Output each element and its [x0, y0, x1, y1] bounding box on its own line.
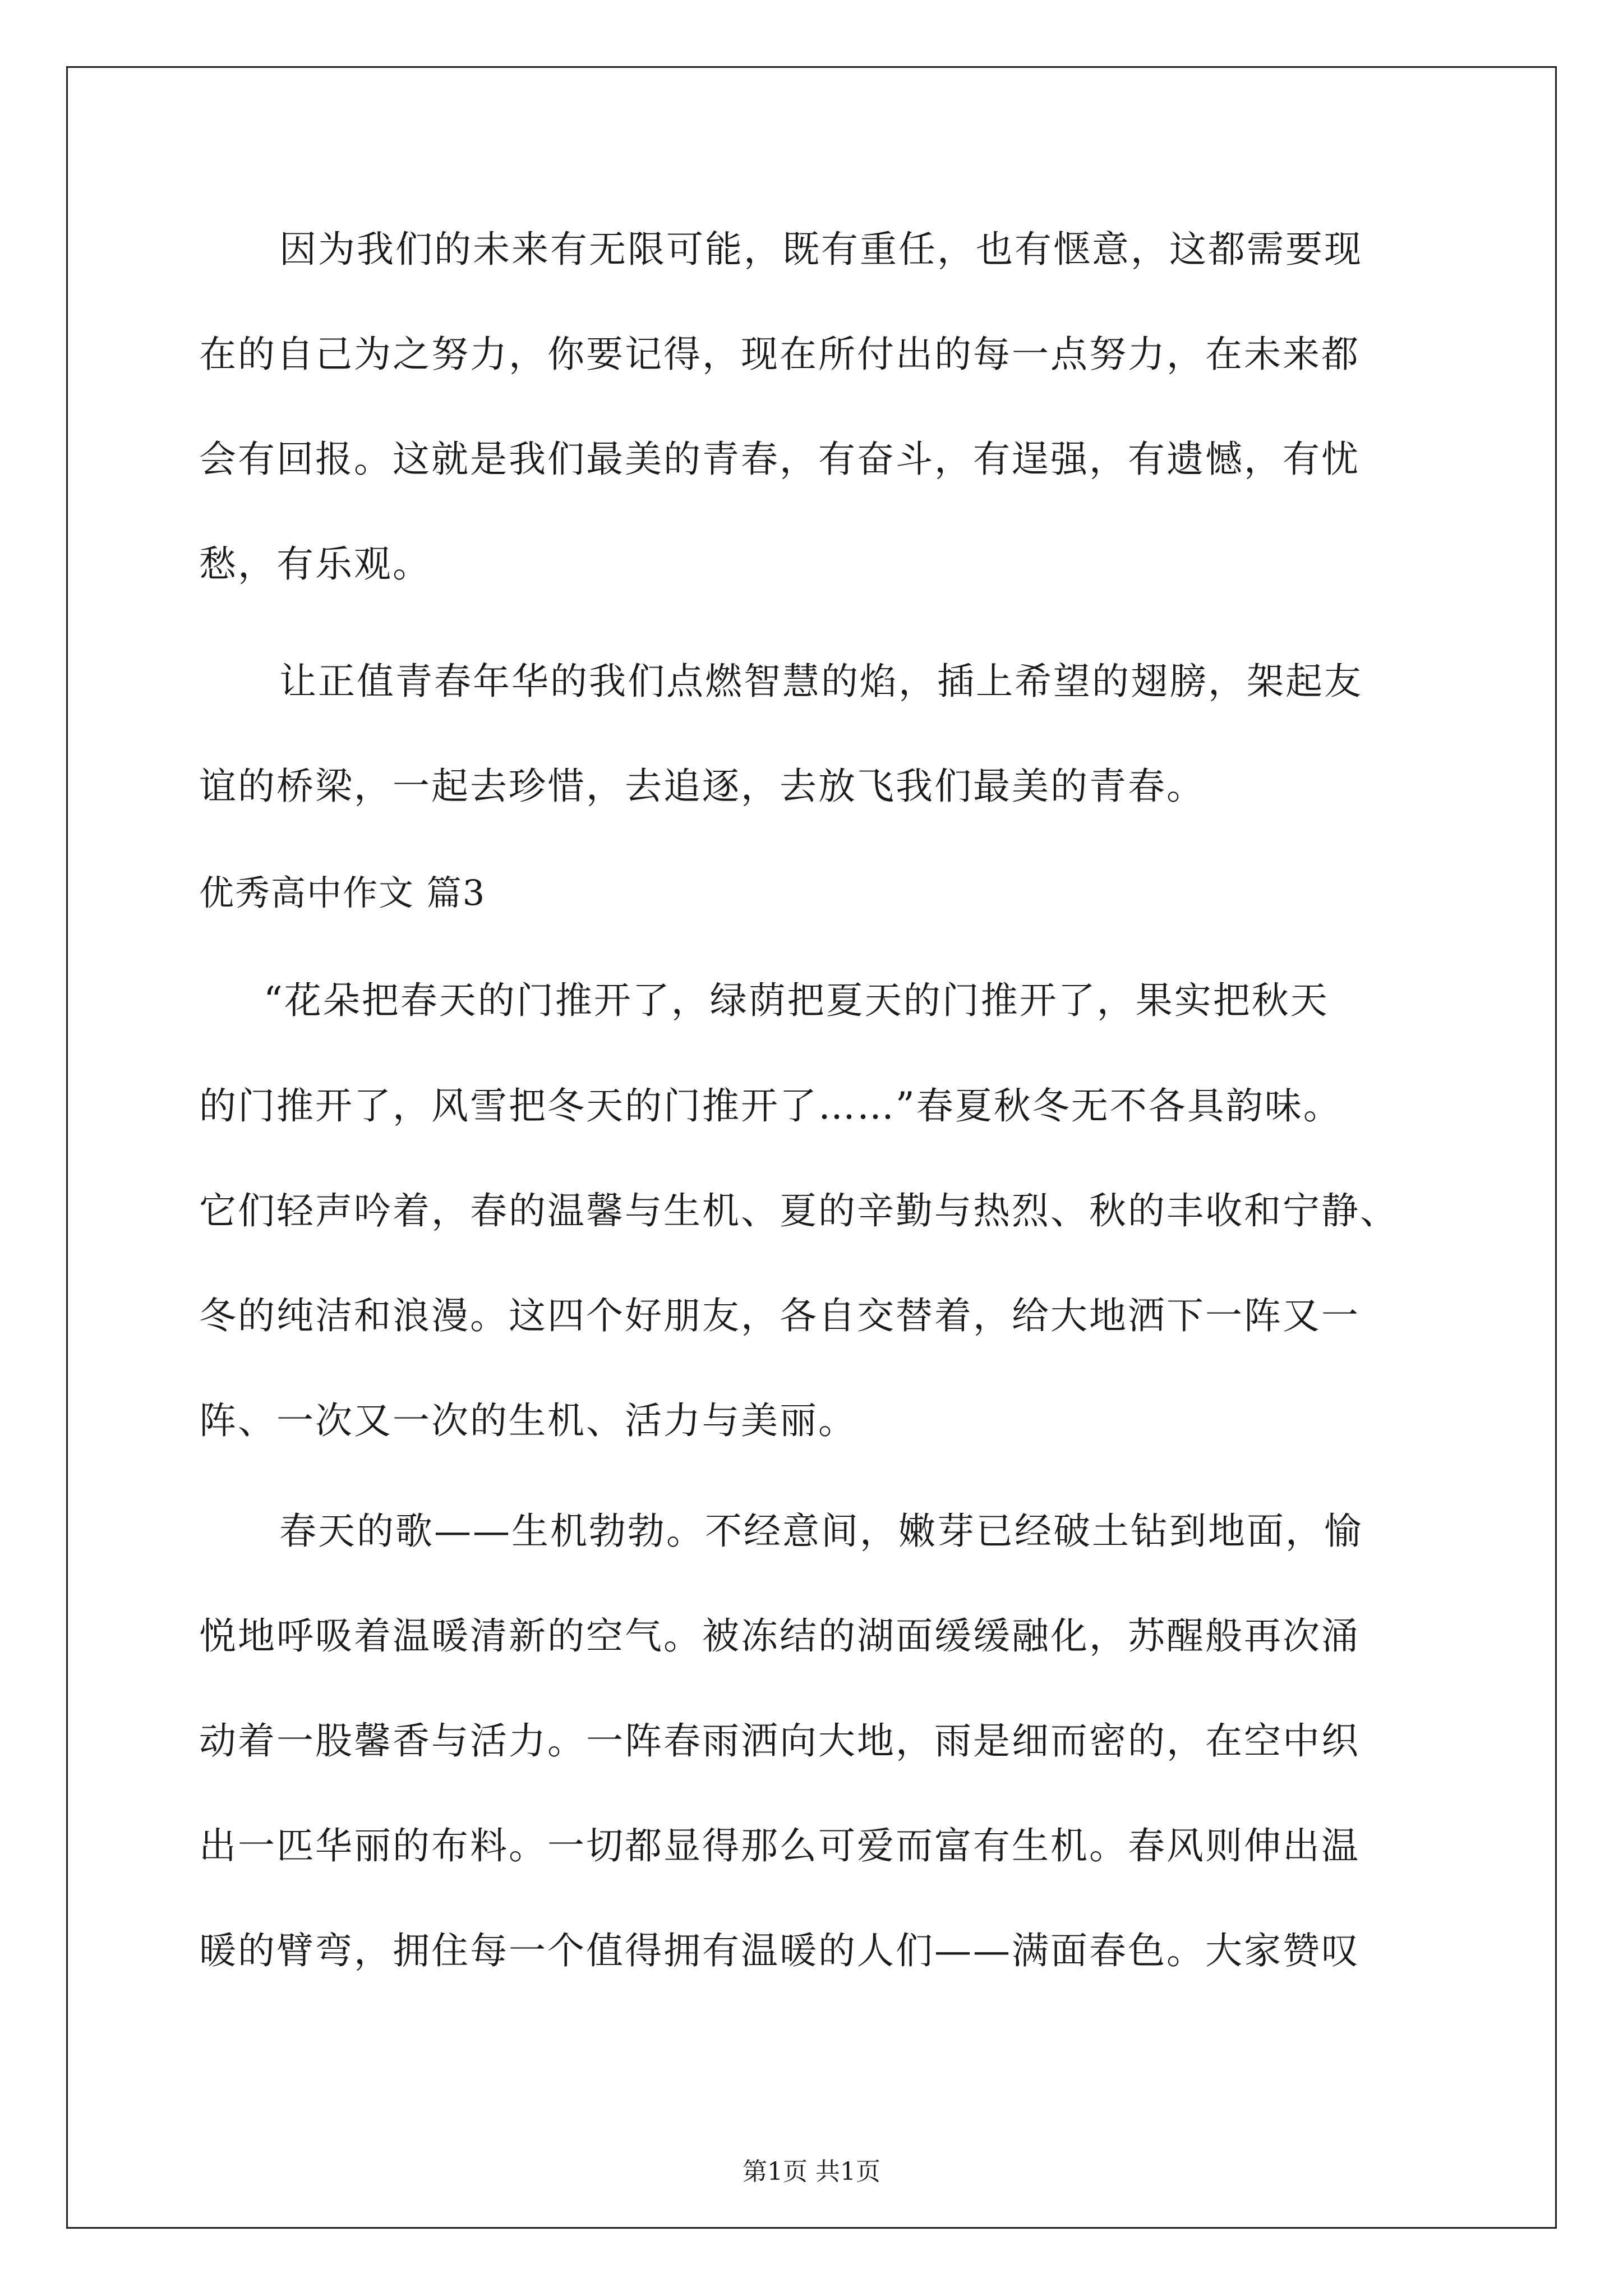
text-line-10: 它们轻声吟着，春的温馨与生机、夏的辛勤与热烈、秋的丰收和宁静、	[199, 1189, 1399, 1232]
text-line-6: 谊的桥梁，一起去珍惜，去追逐，去放飞我们最美的青春。	[199, 765, 1205, 808]
text-line-5: 让正值青春年华的我们点燃智慧的焰，插上希望的翅膀，架起友	[279, 660, 1363, 703]
text-line-11: 冬的纯洁和浪漫。这四个好朋友，各自交替着，给大地洒下一阵又一	[199, 1294, 1360, 1337]
text-line-17: 暖的臂弯，拥住每一个值得拥有温暖的人们——满面春色。大家赞叹	[199, 1929, 1360, 1972]
text-line-13: 春天的歌——生机勃勃。不经意间，嫩芽已经破土钻到地面，愉	[279, 1510, 1363, 1553]
text-line-8: “花朵把春天的门推开了，绿荫把夏天的门推开了，果实把秋天	[264, 979, 1329, 1022]
text-line-4: 愁，有乐观。	[199, 542, 431, 586]
text-line-1: 因为我们的未来有无限可能，既有重任，也有惬意，这都需要现	[279, 228, 1363, 271]
text-line-9: 的门推开了，风雪把冬天的门推开了……”春夏秋冬无不各具韵味。	[199, 1084, 1342, 1128]
text-line-2: 在的自己为之努力，你要记得，现在所付出的每一点努力，在未来都	[199, 333, 1360, 376]
text-line-3: 会有回报。这就是我们最美的青春，有奋斗，有逞强，有遗憾，有忧	[199, 438, 1360, 481]
text-line-16: 出一匹华丽的布料。一切都显得那么可爱而富有生机。春风则伸出温	[199, 1824, 1360, 1867]
text-line-12: 阵、一次又一次的生机、活力与美丽。	[199, 1399, 857, 1442]
page-footer: 第1页 共1页	[743, 2157, 880, 2186]
text-line-14: 悦地呼吸着温暖清新的空气。被冻结的湖面缓缓融化，苏醒般再次涌	[199, 1614, 1360, 1658]
text-line-15: 动着一股馨香与活力。一阵春雨洒向大地，雨是细而密的，在空中织	[199, 1719, 1360, 1763]
section-heading: 优秀高中作文 篇3	[199, 872, 486, 913]
